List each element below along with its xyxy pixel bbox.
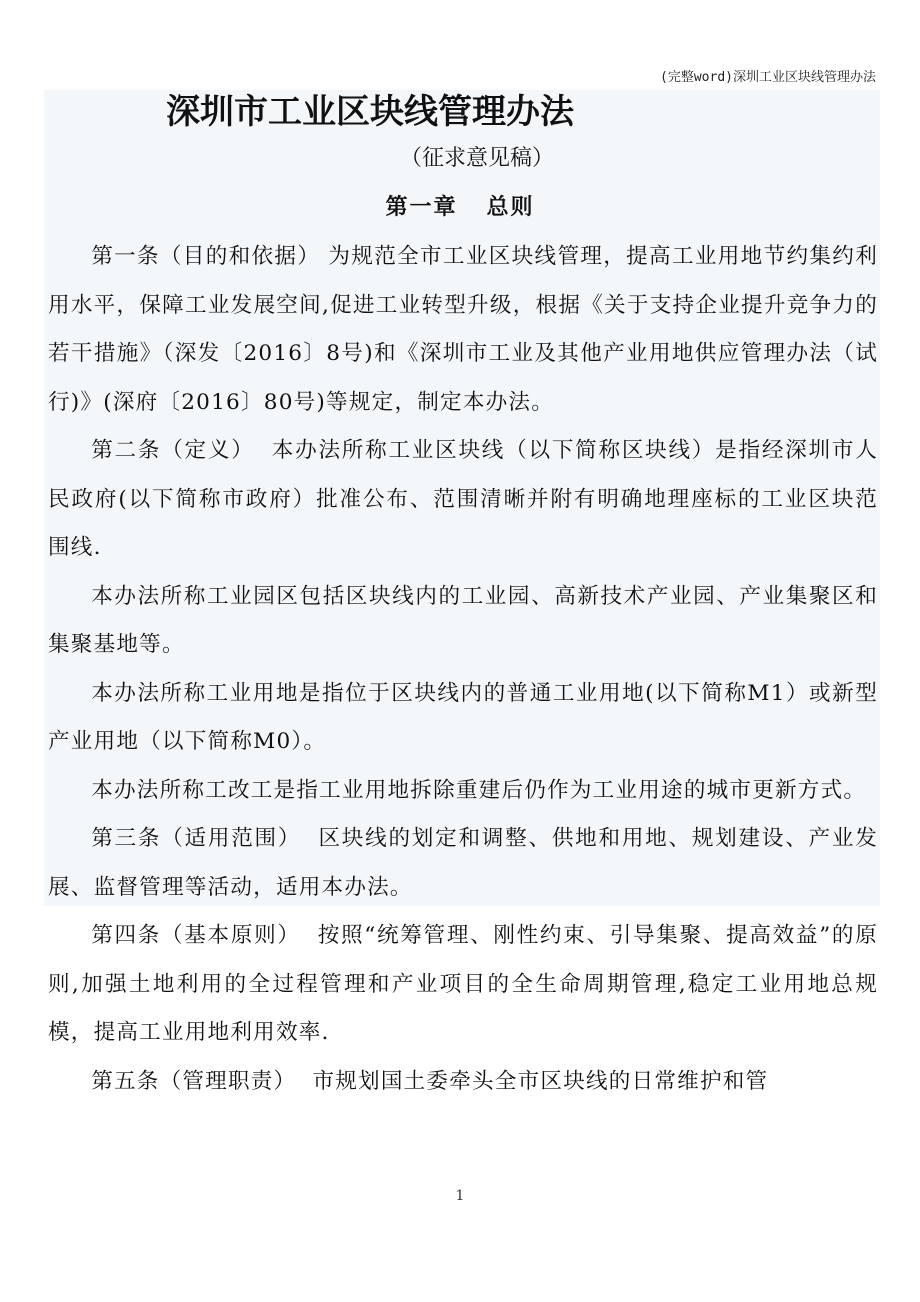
document-title: 深圳市工业区块线管理办法 [166, 92, 574, 132]
article-3-paragraph: 第三条（适用范围） 区块线的划定和调整、供地和用地、规划建设、产业发展、监督管理等活动，适用本办法。 [48, 826, 878, 900]
industrial-renewal-definition-paragraph: 本办法所称工改工是指工业用地拆除重建后仍作为工业用途的城市更新方式。 [91, 777, 867, 803]
chapter-heading: 第一章 总则 [385, 195, 535, 220]
article-5-paragraph: 第五条（管理职责） 市规划国土委牵头全市区块线的日常维护和管 [91, 1068, 769, 1094]
document-subtitle: （征求意见稿） [400, 146, 555, 171]
running-header: (完整word)深圳工业区块线管理办法 [660, 70, 876, 85]
page-number: 1 [455, 1188, 465, 1204]
industrial-land-definition-paragraph: 本办法所称工业用地是指位于区块线内的普通工业用地(以下简称M1）或新型产业用地（以下简称M0）。 [48, 680, 878, 754]
document-body [48, 233, 878, 1106]
article-1-paragraph: 第一条（目的和依据） 为规范全市工业区块线管理，提高工业用地节约集约利用水平，保障工业发展空间,促进工业转型升级，根据《关于支持企业提升竞争力的若干措施》（深发〔2016〕8号)和《深圳市工业及其他产业用地供应管理办法（试行)》(深府〔2016〕80号)等规定，制定本办法。 [48, 244, 878, 415]
article-2-paragraph: 第二条（定义） 本办法所称工业区块线（以下简称区块线）是指经深圳市人民政府(以下简称市政府）批准公布、范围清晰并附有明确地理座标的工业区块范围线. [48, 438, 878, 560]
article-4-paragraph: 第四条（基本原则） 按照“统筹管理、刚性约束、引导集聚、提高效益”的原则,加强土地利用的全过程管理和产业项目的全生命周期管理,稳定工业用地总规模，提高工业用地利用效率. [48, 923, 878, 1045]
industrial-park-definition-paragraph: 本办法所称工业园区包括区块线内的工业园、高新技术产业园、产业集聚区和集聚基地等。 [48, 583, 878, 657]
